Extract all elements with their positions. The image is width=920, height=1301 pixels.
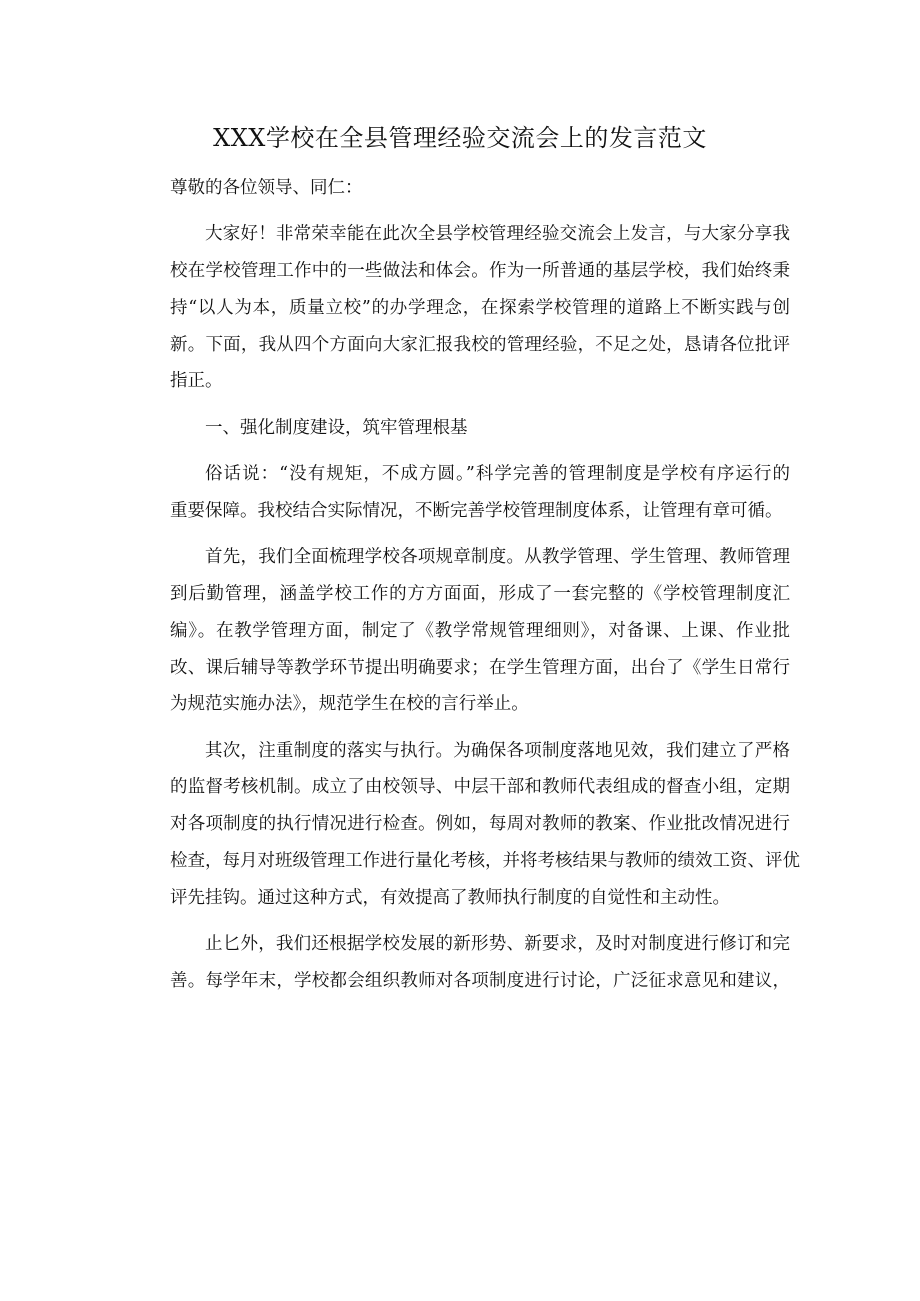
text-line: 首先，我们全面梳理学校各项规章制度。从教学管理、学生管理、教师管理 — [205, 547, 790, 568]
text-line: 其次，注重制度的落实与执行。为确保各项制度落地见效，我们建立了严格 — [205, 740, 790, 761]
greeting: 尊敬的各位领导、同仁： — [170, 178, 363, 198]
text-line: 俗话说：“没有规矩，不成方圆。”科学完善的管理制度是学校有序运行的 — [205, 464, 790, 485]
paragraph-intro — [135, 216, 790, 400]
document-body — [135, 170, 800, 1009]
text-line: 指正。 — [170, 371, 223, 392]
paragraph-third — [135, 926, 790, 1000]
text-line: 重要保障。我校结合实际情况，不断完善学校管理制度体系，让管理有章可循。 — [170, 500, 783, 521]
text-line: 编》。在教学管理方面，制定了《教学常规管理细则》，对备课、上课、作业批 — [170, 620, 790, 641]
text-line: 为规范实施办法》，规范学生在校的言行举止。 — [170, 694, 529, 715]
text-line: 评先挂钩。通过这种方式，有效提高了教师执行制度的自觉性和主动性。 — [170, 887, 730, 908]
text-line: 对各项制度的执行情况进行检查。例如，每周对教师的教案、作业批改情况进行 — [170, 814, 790, 835]
text-line: 改、课后辅导等教学环节提出明确要求；在学生管理方面，出台了《学生日常行 — [170, 657, 790, 678]
text-line: 检查，每月对班级管理工作进行量化考核，并将考核结果与教师的绩效工资、评优 — [170, 851, 800, 872]
text-line: 新。下面，我从四个方面向大家汇报我校的管理经验，不足之处，恳请各位批评 — [170, 334, 790, 355]
text-line: 校在学校管理工作中的一些做法和体会。作为一所普通的基层学校，我们始终秉 — [170, 261, 790, 282]
text-line: 止匕外，我们还根据学校发展的新形势、新要求，及时对制度进行修订和完 — [205, 934, 790, 955]
section-heading — [135, 410, 790, 447]
paragraph-rules — [135, 456, 790, 530]
section-heading-text: 一、强化制度建设，筑牢管理根基 — [205, 417, 468, 438]
text-line: 的监督考核机制。成立了由校领导、中层干部和教师代表组成的督查小组，定期 — [170, 777, 790, 798]
paragraph-first — [135, 539, 790, 723]
text-line: 持“以人为本，质量立校”的办学理念，在探索学校管理的道路上不断实践与创 — [170, 297, 790, 318]
text-line: 善。每学年末，学校都会组织教师对各项制度进行讨论，广泛征求意见和建议， — [170, 970, 790, 991]
paragraph-second — [135, 733, 800, 917]
text-line: 大家好！非常荣幸能在此次全县学校管理经验交流会上发言，与大家分享我 — [205, 224, 790, 245]
text-line: 到后勤管理，涵盖学校工作的方方面面，形成了一套完整的《学校管理制度汇 — [170, 583, 790, 604]
document-title: XXX学校在全县管理经验交流会上的发言范文 — [213, 124, 707, 152]
